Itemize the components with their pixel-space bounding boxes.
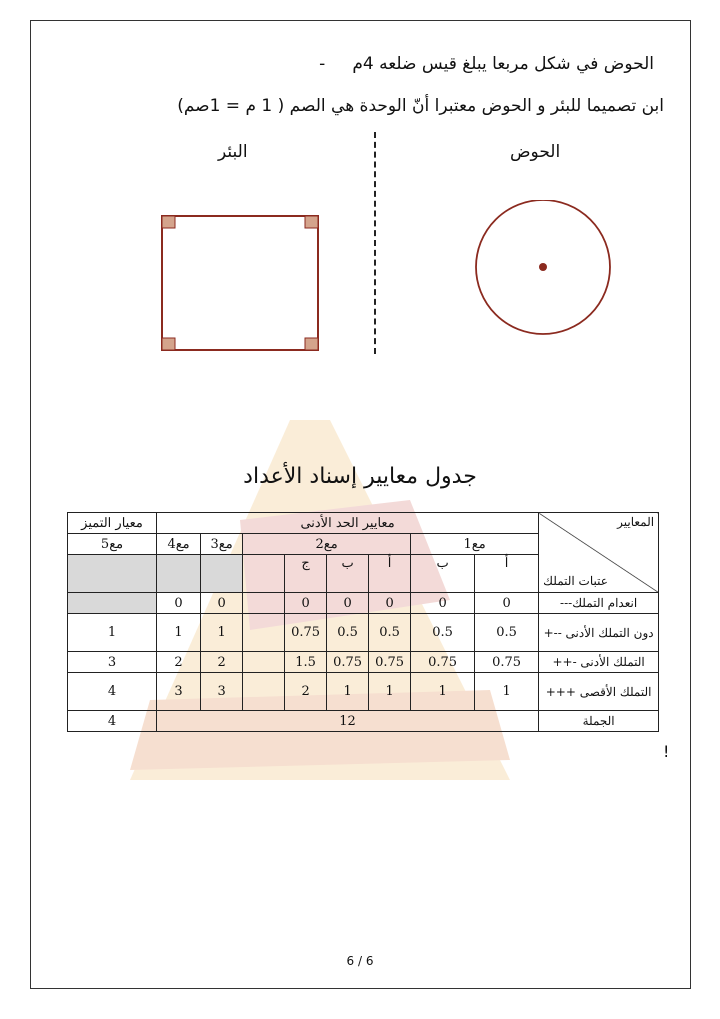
c1-header: مع1 xyxy=(411,534,539,555)
table-row xyxy=(68,593,659,614)
well-label: البئر xyxy=(218,142,248,162)
total-min: 12 xyxy=(157,711,539,732)
c5-header: مع5 xyxy=(68,534,157,555)
shaded-cell xyxy=(201,555,243,593)
shaded-cell xyxy=(68,555,157,593)
tank-label: الحوض xyxy=(510,142,561,162)
cell: 0 xyxy=(411,593,475,614)
cell: 3 xyxy=(201,673,243,711)
cell: 0.5 xyxy=(327,614,369,652)
table-header-row-1 xyxy=(68,513,659,534)
cell: 4 xyxy=(68,673,157,711)
instruction-text: ابن تصميما للبئر و الحوض معتبرا أنّ الوحدة هي الصم ( 1 م = 1صم) xyxy=(177,96,664,116)
cell: 2 xyxy=(201,652,243,673)
cell: 0.75 xyxy=(327,652,369,673)
stray-mark: ! xyxy=(663,742,670,761)
cell: 0.75 xyxy=(475,652,539,673)
item-text: الحوض في شكل مربعا يبلغ قيس ضلعه 4م xyxy=(352,54,654,74)
sub-b: ب xyxy=(327,555,369,593)
corner-bottom-label: عتبات التملك xyxy=(543,574,608,588)
exercise-item xyxy=(319,54,654,74)
blank-cell xyxy=(243,652,285,673)
corner-top-label: المعايير xyxy=(617,515,655,529)
sub-c: ج xyxy=(285,555,327,593)
cell: 0 xyxy=(285,593,327,614)
shaded-cell xyxy=(157,555,201,593)
blank-cell xyxy=(243,614,285,652)
square-tank-shape xyxy=(162,216,318,350)
page-number: 6 / 6 xyxy=(346,954,374,968)
group-excellence-header: معيار التميز xyxy=(68,513,157,534)
total-label: الجملة xyxy=(539,711,659,732)
cell: 0.5 xyxy=(369,614,411,652)
cell: 1 xyxy=(327,673,369,711)
group-min-header: معايير الحد الأدنى xyxy=(157,513,539,534)
table-title: جدول معايير إسناد الأعداد xyxy=(243,464,477,489)
item-bullet: - xyxy=(319,54,326,74)
row-label: انعدام التملك--- xyxy=(539,593,659,614)
cell: 0.75 xyxy=(285,614,327,652)
cell: 2 xyxy=(285,673,327,711)
cell: 0 xyxy=(201,593,243,614)
cell: 1 xyxy=(68,614,157,652)
c4-header: مع4 xyxy=(157,534,201,555)
sub-a: أ xyxy=(369,555,411,593)
sub-a: أ xyxy=(475,555,539,593)
circle-well-shape xyxy=(476,200,610,334)
table-row xyxy=(68,673,659,711)
cell: 3 xyxy=(68,652,157,673)
cell: 3 xyxy=(157,673,201,711)
blank-cell xyxy=(243,673,285,711)
cell xyxy=(68,593,157,614)
figure-shapes xyxy=(150,200,630,360)
cell: 0.75 xyxy=(369,652,411,673)
cell: 0.75 xyxy=(411,652,475,673)
c2-header: مع2 xyxy=(243,534,411,555)
corner-cell xyxy=(539,513,659,593)
cell: 1 xyxy=(369,673,411,711)
total-row xyxy=(68,711,659,732)
cell: 0 xyxy=(369,593,411,614)
table-row xyxy=(68,652,659,673)
cell: 0.5 xyxy=(411,614,475,652)
cell: 1 xyxy=(475,673,539,711)
table-row xyxy=(68,614,659,652)
cell: 2 xyxy=(157,652,201,673)
cell: 1 xyxy=(411,673,475,711)
row-label: التملك الأقصى +++ xyxy=(539,673,659,711)
row-label: التملك الأدنى -++ xyxy=(539,652,659,673)
cell: 1.5 xyxy=(285,652,327,673)
grading-table xyxy=(67,512,659,732)
cell: 1 xyxy=(157,614,201,652)
cell: 0 xyxy=(475,593,539,614)
row-label: دون التملك الأدنى --+ xyxy=(539,614,659,652)
blank-cell xyxy=(243,555,285,593)
cell: 0.5 xyxy=(475,614,539,652)
blank-cell xyxy=(243,593,285,614)
cell: 0 xyxy=(327,593,369,614)
cell: 0 xyxy=(157,593,201,614)
total-excellence: 4 xyxy=(68,711,157,732)
c3-header: مع3 xyxy=(201,534,243,555)
sub-b: ب xyxy=(411,555,475,593)
cell: 1 xyxy=(201,614,243,652)
